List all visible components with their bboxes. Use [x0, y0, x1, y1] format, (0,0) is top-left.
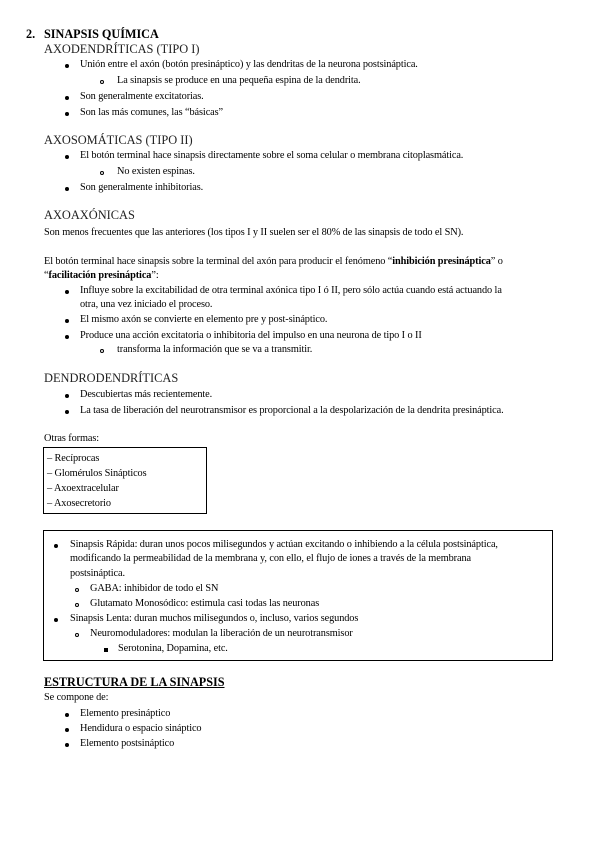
bullet-icon: [65, 187, 69, 191]
velocidad-box: [43, 530, 553, 661]
otras-label: Otras formas:: [44, 433, 100, 444]
otras-item: – Glomérulos Sinápticos: [47, 468, 147, 479]
circle-bullet-icon: [100, 171, 104, 175]
bullet-icon: [65, 319, 69, 323]
axodendriticas-b1: Unión entre el axón (botón presináptico) y las dendritas de la neurona postsináptica.: [80, 59, 418, 70]
neuromoduladores: Neuromoduladores: modulan la liberación de un neurotransmisor: [90, 628, 353, 639]
rapida-line3: postsináptica.: [70, 568, 125, 579]
estructura-item: Hendidura o espacio sináptico: [80, 723, 202, 734]
axosomaticas-b2: Son generalmente inhibitorias.: [80, 182, 204, 193]
bullet-icon: [65, 743, 69, 747]
otras-item: – Axosecretorio: [47, 498, 111, 509]
axoaxonicas-b1-line2: otra, una vez iniciado el proceso.: [80, 299, 213, 310]
bullet-icon: [65, 155, 69, 159]
bullet-icon: [65, 96, 69, 100]
circle-bullet-icon: [100, 80, 104, 84]
axodendriticas-b3: Son las más comunes, las “básicas”: [80, 107, 224, 118]
dendrodendriticas-b1: Descubiertas más recientemente.: [80, 389, 213, 400]
glutamato: Glutamato Monosódico: estimula casi todas las neuronas: [90, 598, 320, 609]
otras-item: – Recíprocas: [47, 453, 100, 464]
square-bullet-icon: [104, 648, 108, 652]
axosomaticas-b1: El botón terminal hace sinapsis directamente sobre el soma celular o membrana citoplasmática.: [80, 150, 464, 161]
axoaxonicas-b3a: transforma la información que se va a transmitir.: [117, 344, 313, 355]
otras-formas-box: [43, 447, 207, 514]
axodendriticas-heading: AXODENDRÍTICAS (TIPO I): [44, 42, 200, 56]
axoaxonicas-b3: Produce una acción excitatoria o inhibitoria del impulso en una neurona de tipo I o II: [80, 330, 422, 341]
axoaxonicas-b2: El mismo axón se convierte en elemento pre y post-sináptico.: [80, 314, 328, 325]
estructura-item: Elemento presináptico: [80, 708, 171, 719]
axosomaticas-b1a: No existen espinas.: [117, 166, 195, 177]
estructura-item: Elemento postsináptico: [80, 738, 175, 749]
otras-item: – Axoextracelular: [47, 483, 119, 494]
section-number: 2.: [26, 27, 36, 41]
bullet-icon: [65, 64, 69, 68]
bullet-icon: [65, 713, 69, 717]
dendrodendriticas-b2: La tasa de liberación del neurotransmisor es proporcional a la despolarización de la dendrita presináptica.: [80, 405, 504, 416]
axoaxonicas-p1: Son menos frecuentes que las anteriores (los tipos I y II suelen ser el 80% de las sinapsis de todo el SN).: [44, 227, 464, 238]
bullet-icon: [54, 544, 58, 548]
axoaxonicas-heading: AXOAXÓNICAS: [44, 208, 135, 222]
bullet-icon: [65, 335, 69, 339]
bullet-icon: [65, 410, 69, 414]
bullet-icon: [65, 112, 69, 116]
circle-bullet-icon: [75, 588, 79, 592]
rapida-line2: modificando la permeabilidad de la membrana y, con ello, el flujo de iones a través de la membrana: [70, 553, 471, 564]
gaba: GABA: inhibidor de todo el SN: [90, 583, 219, 594]
axosomaticas-heading: AXOSOMÁTICAS (TIPO II): [44, 133, 193, 147]
bullet-icon: [65, 394, 69, 398]
circle-bullet-icon: [100, 349, 104, 353]
bullet-icon: [65, 290, 69, 294]
serotonina: Serotonina, Dopamina, etc.: [118, 643, 228, 654]
section-title: SINAPSIS QUÍMICA: [44, 27, 159, 41]
axoaxonicas-p2-line2: “facilitación presináptica”:: [44, 270, 159, 281]
estructura-heading: ESTRUCTURA DE LA SINAPSIS: [44, 675, 225, 689]
dendrodendriticas-heading: DENDRODENDRÍTICAS: [44, 371, 179, 385]
axodendriticas-b2: Son generalmente excitatorias.: [80, 91, 204, 102]
circle-bullet-icon: [75, 633, 79, 637]
axoaxonicas-b1-line1: Influye sobre la excitabilidad de otra terminal axónica tipo I ó II, pero sólo actúa cuando está actuando la: [80, 285, 502, 296]
estructura-intro: Se compone de:: [44, 692, 109, 703]
axoaxonicas-p2-line1: El botón terminal hace sinapsis sobre la terminal del axón para producir el fenómeno “inhibición presináptica” o: [44, 256, 503, 267]
axodendriticas-b1a: La sinapsis se produce en una pequeña espina de la dendrita.: [117, 75, 361, 86]
rapida-line1: Sinapsis Rápida: duran unos pocos milisegundos y actúan excitando o inhibiendo a la célula postsináptica,: [70, 539, 498, 550]
lenta: Sinapsis Lenta: duran muchos milisegundos o, incluso, varios segundos: [70, 613, 359, 624]
bullet-icon: [54, 618, 58, 622]
bullet-icon: [65, 728, 69, 732]
circle-bullet-icon: [75, 603, 79, 607]
